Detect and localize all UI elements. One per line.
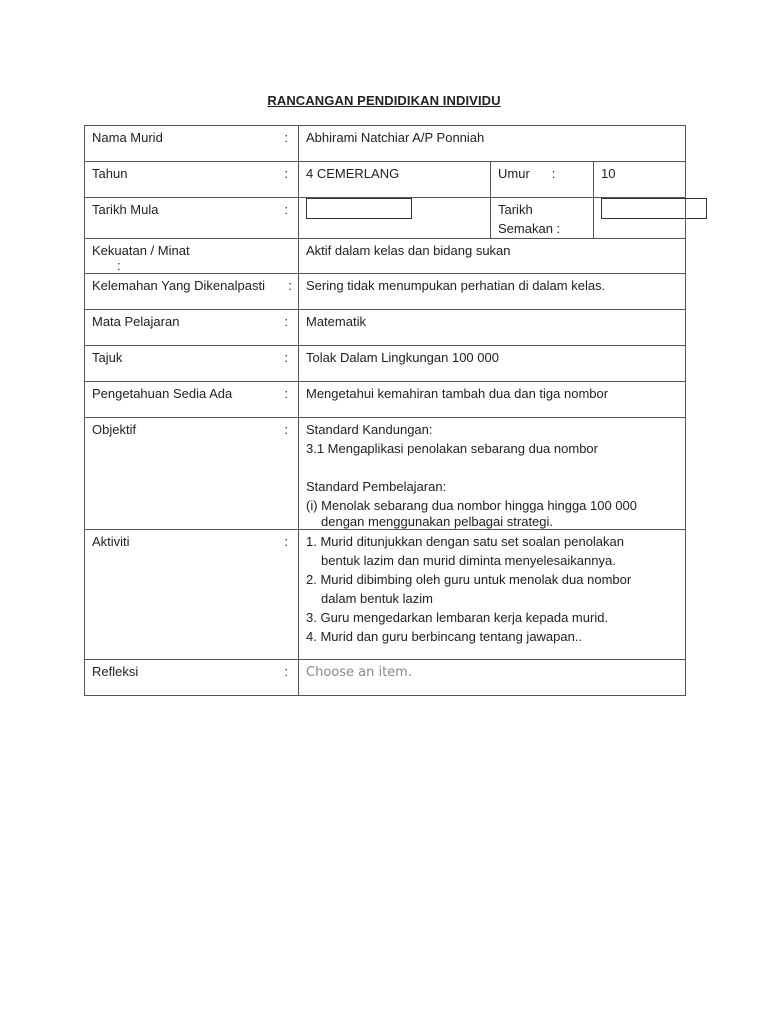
label-cell [85,310,299,346]
aktiviti-item [306,608,678,627]
standard-pembelajaran-heading: Standard Pembelajaran: [306,479,447,494]
label-cell [85,660,299,696]
aktiviti-item-line1: 2. Murid dibimbing oleh guru untuk menolak dua nombor [306,572,632,587]
colon: : [117,258,121,273]
aktiviti-item [306,570,678,608]
row-tajuk [85,346,686,382]
row-aktiviti [85,530,686,660]
pengetahuan-value: Mengetahui kemahiran tambah dua dan tiga nombor [299,382,686,418]
colon: : [284,314,288,329]
row-objektif [85,418,686,530]
colon: : [284,202,288,217]
tarikh-semakan-label-cell [491,198,594,239]
colon: : [288,278,292,293]
row-mata-pelajaran [85,310,686,346]
aktiviti-item [306,627,678,646]
objektif-label: Objektif [92,422,137,437]
colon: : [284,166,288,181]
label-cell [85,382,299,418]
row-kekuatan [85,239,686,274]
tarikh-semakan-label-line2: Semakan : [498,221,561,236]
row-tarikh [85,198,686,239]
kekuatan-label: Kekuatan / Minat [92,243,190,258]
row-pengetahuan [85,382,686,418]
standard-kandungan-heading: Standard Kandungan: [306,422,433,437]
rpi-table [84,125,686,696]
label-cell [85,346,299,382]
row-refleksi [85,660,686,696]
row-tahun [85,162,686,198]
label-cell [85,418,299,530]
aktiviti-item-line2: dalam bentuk lazim [321,591,433,606]
row-nama-murid [85,126,686,162]
document-title: RANCANGAN PENDIDIKAN INDIVIDU [267,93,501,108]
nama-murid-label: Nama Murid [92,130,163,145]
aktiviti-item-line1: 1. Murid ditunjukkan dengan satu set soalan penolakan [306,534,624,549]
aktiviti-value [299,530,686,660]
aktiviti-item-line1: 4. Murid dan guru berbincang tentang jawapan.. [306,629,583,644]
standard-pembelajaran-item: (i) Menolak sebarang dua nombor hingga hingga 100 000 [306,498,638,513]
colon: : [284,130,288,145]
refleksi-label: Refleksi [92,664,139,679]
colon: : [284,350,288,365]
mata-pelajaran-value: Matematik [299,310,686,346]
colon: : [284,664,288,679]
label-cell [85,162,299,198]
tarikh-mula-label: Tarikh Mula [92,202,159,217]
colon: : [284,534,288,549]
spacer [306,458,678,477]
umur-value: 10 [594,162,686,198]
kelemahan-label: Kelemahan Yang Dikenalpasti [92,278,265,293]
tahun-label: Tahun [92,166,128,181]
aktiviti-label: Aktiviti [92,534,130,549]
umur-label-cell [491,162,594,198]
label-cell [85,274,299,310]
tarikh-semakan-label-line1: Tarikh [498,202,533,217]
standard-kandungan-item: 3.1 Mengaplikasi penolakan sebarang dua nombor [306,441,598,456]
colon: : [284,386,288,401]
label-cell [85,239,299,274]
tarikh-mula-cell [299,198,491,239]
refleksi-dropdown[interactable]: Choose an item. [306,665,412,680]
kekuatan-value: Aktif dalam kelas dan bidang sukan [299,239,686,274]
nama-murid-value: Abhirami Natchiar A/P Ponniah [299,126,686,162]
kelemahan-value: Sering tidak menumpukan perhatian di dalam kelas. [299,274,686,310]
row-kelemahan [85,274,686,310]
aktiviti-item [306,532,678,570]
standard-pembelajaran-item-cont: dengan menggunakan pelbagai strategi. [321,514,554,529]
aktiviti-item-line2: bentuk lazim dan murid diminta menyelesaikannya. [321,553,616,568]
refleksi-value-cell [299,660,686,696]
tajuk-label: Tajuk [92,350,123,365]
mata-pelajaran-label: Mata Pelajaran [92,314,180,329]
label-cell [85,530,299,660]
colon: : [284,422,288,437]
tarikh-semakan-cell [594,198,686,239]
tahun-value: 4 CEMERLANG [299,162,491,198]
umur-colon: : [551,166,556,181]
umur-label: Umur [498,166,530,181]
tarikh-mula-date-field[interactable] [306,198,412,219]
label-cell [85,126,299,162]
aktiviti-item-line1: 3. Guru mengedarkan lembaran kerja kepada murid. [306,610,609,625]
objektif-value [299,418,686,530]
label-cell [85,198,299,239]
pengetahuan-label: Pengetahuan Sedia Ada [92,386,233,401]
tarikh-semakan-date-field[interactable] [601,198,707,219]
tajuk-value: Tolak Dalam Lingkungan 100 000 [299,346,686,382]
